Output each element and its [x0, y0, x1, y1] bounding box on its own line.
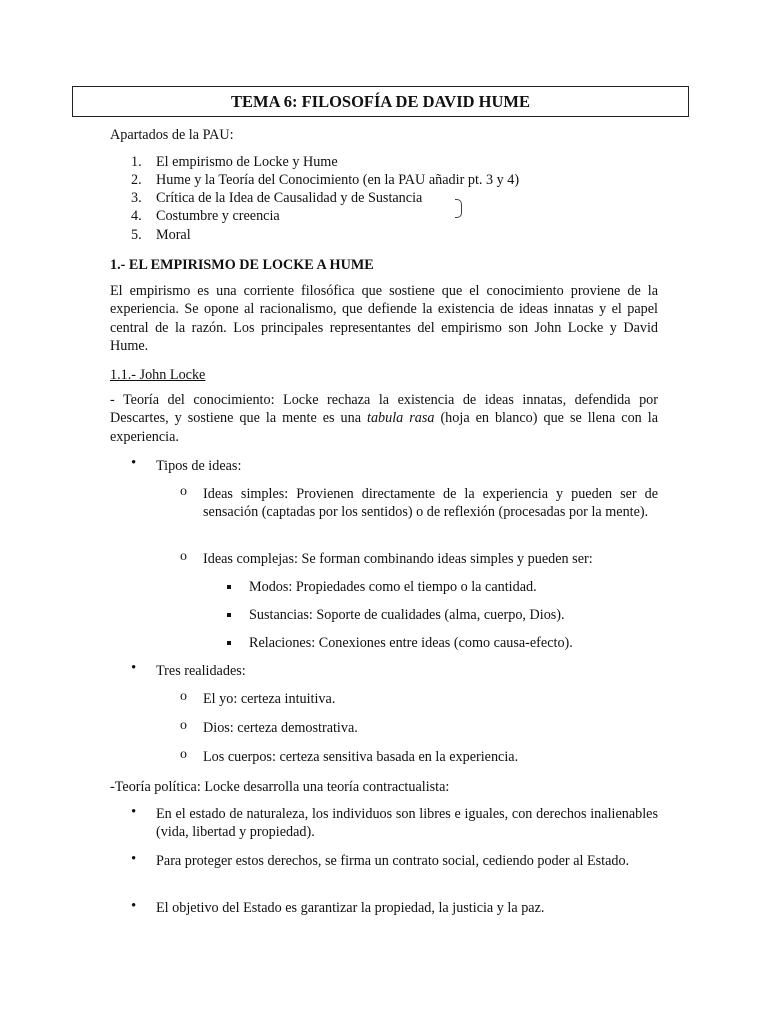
list-item: Ideas simples: Provienen directamente de la experiencia y pueden ser de sensación (captadas por los sentidos) o de reflexión (procesadas por la mente). — [203, 486, 658, 521]
list-item — [131, 226, 191, 244]
bracket-icon — [455, 199, 462, 218]
bullet-icon: • — [131, 455, 137, 471]
list-number: 3. — [131, 190, 142, 206]
circle-bullet-icon: o — [180, 484, 187, 499]
list-item: Sustancias: Soporte de cualidades (alma, cuerpo, Dios). — [249, 607, 565, 623]
italic-term: tabula rasa — [367, 410, 435, 427]
bullet-icon: • — [131, 804, 137, 820]
list-item: En el estado de naturaleza, los individuos son libres e iguales, con derechos inalienables (vida, libertad y propiedad). — [156, 806, 658, 841]
list-text: Hume y la Teoría del Conocimiento (en la PAU añadir pt. 3 y 4) — [156, 172, 520, 188]
list-item — [131, 153, 338, 171]
list-item: Ideas complejas: Se forman combinando ideas simples y pueden ser: — [203, 551, 593, 567]
list-item: Relaciones: Conexiones entre ideas (como causa-efecto). — [249, 635, 573, 651]
circle-bullet-icon: o — [180, 718, 187, 733]
square-bullet-icon — [227, 613, 231, 617]
list-number: 1. — [131, 154, 142, 170]
list-item: Tres realidades: — [156, 663, 246, 679]
square-bullet-icon — [227, 585, 231, 589]
paragraph-text: (hoja en blanco) que se llena con la experiencia. — [110, 410, 658, 445]
square-bullet-icon — [227, 641, 231, 645]
list-number: 4. — [131, 208, 142, 224]
bullet-icon: • — [131, 660, 137, 676]
subsection-heading: 1.1.- John Locke — [110, 367, 206, 383]
section-paragraph: El empirismo es una corriente filosófica que sostiene que el conocimiento proviene de la experiencia. Se opone al racionalismo, que defiende la existencia de ideas innatas y el papel central de la razón. Los principales representantes del empirismo son John Locke y David Hume. — [110, 283, 658, 354]
list-item: Dios: certeza demostrativa. — [203, 720, 358, 736]
teoria-politica-intro: -Teoría política: Locke desarrolla una teoría contractualista: — [110, 779, 450, 795]
list-item: Los cuerpos: certeza sensitiva basada en la experiencia. — [203, 749, 519, 765]
list-item — [131, 171, 519, 189]
bullet-icon: • — [131, 898, 137, 914]
list-item: Modos: Propiedades como el tiempo o la cantidad. — [249, 579, 537, 595]
list-item — [131, 207, 280, 225]
list-item: El objetivo del Estado es garantizar la propiedad, la justicia y la paz. — [156, 900, 545, 916]
bullet-icon: • — [131, 851, 137, 867]
list-text: Costumbre y creencia — [156, 208, 280, 224]
document-title: TEMA 6: FILOSOFÍA DE DAVID HUME — [72, 86, 689, 117]
circle-bullet-icon: o — [180, 747, 187, 762]
circle-bullet-icon: o — [180, 689, 187, 704]
list-item: El yo: certeza intuitiva. — [203, 691, 336, 707]
teoria-conocimiento-paragraph — [110, 391, 658, 446]
pau-intro: Apartados de la PAU: — [110, 127, 234, 143]
list-text: Crítica de la Idea de Causalidad y de Sustancia — [156, 190, 423, 206]
list-item: Para proteger estos derechos, se firma un contrato social, cediendo poder al Estado. — [156, 853, 630, 869]
section-heading: 1.- EL EMPIRISMO DE LOCKE A HUME — [110, 257, 374, 273]
paragraph-text: - Teoría del conocimiento: Locke rechaza la existencia de ideas innatas, defendida por Descartes, y sostiene que la mente es una — [110, 392, 658, 427]
list-number: 5. — [131, 227, 142, 243]
circle-bullet-icon: o — [180, 549, 187, 564]
list-item: Tipos de ideas: — [156, 458, 242, 474]
list-number: 2. — [131, 172, 142, 188]
list-text: El empirismo de Locke y Hume — [156, 154, 338, 170]
list-text: Moral — [156, 227, 191, 243]
list-item — [131, 189, 422, 207]
